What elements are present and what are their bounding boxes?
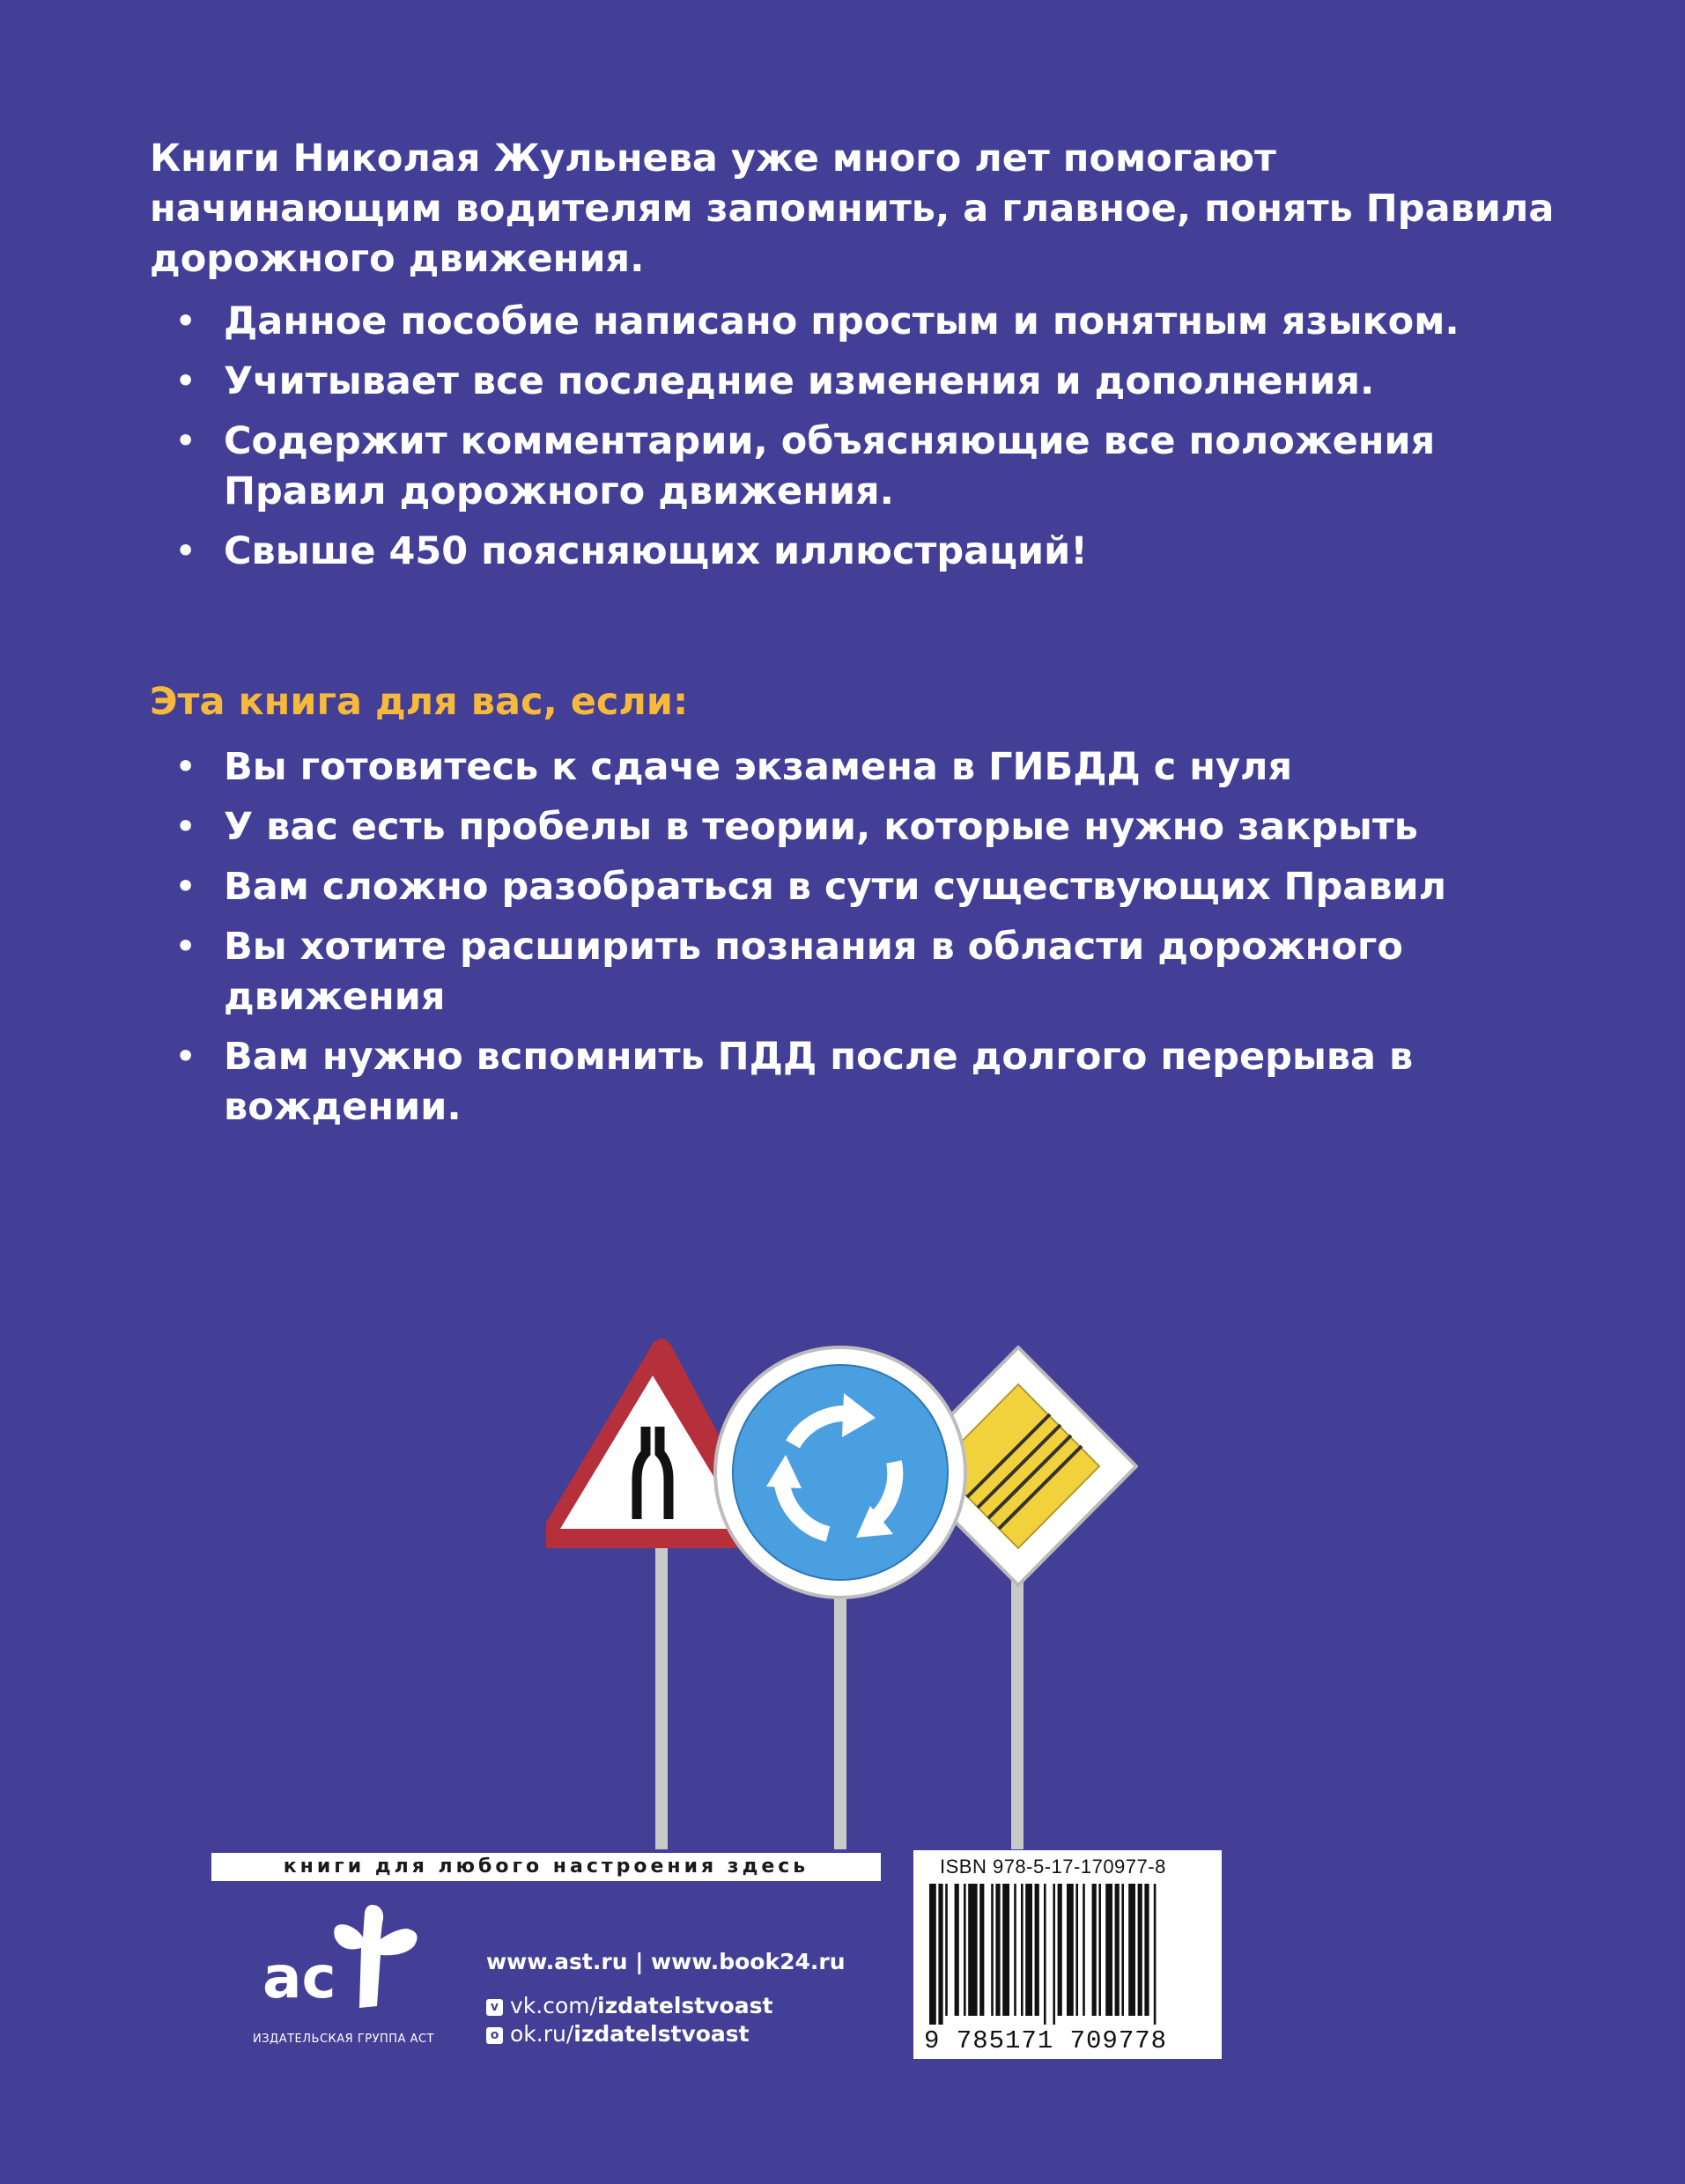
- list-item: • Свыше 450 поясняющих иллюстраций!: [174, 527, 1548, 577]
- barcode-bar: [1025, 1884, 1032, 2016]
- isbn-label: ISBN 978-5-17-170977-8: [940, 1856, 1166, 1878]
- road-signs-illustration: [546, 1330, 1163, 1849]
- vk-icon: v: [486, 1999, 503, 2016]
- barcode-bar: [1121, 1884, 1124, 2016]
- bullet-icon: •: [174, 745, 197, 789]
- svg-text:ac: ac: [262, 1944, 336, 2011]
- ast-logo: [255, 1902, 432, 2017]
- list-item: • Вам нужно вспомнить ПДД после долгого перерыва в вождении.: [174, 1032, 1548, 1133]
- audience-list: [174, 742, 1548, 1142]
- barcode-bar: [945, 1884, 948, 2016]
- barcode-bar: [964, 1884, 966, 2016]
- vk-link[interactable]: v vk.com/izdatelstvoast: [486, 1992, 846, 2020]
- bullet-icon: •: [174, 299, 197, 343]
- barcode-bar: [1053, 1884, 1055, 2025]
- sign-pole: [655, 1532, 668, 1849]
- barcode-bars: [929, 1884, 1206, 2025]
- barcode-bar: [991, 1884, 994, 2016]
- bullet-icon: •: [174, 529, 197, 573]
- barcode-bar: [1138, 1884, 1142, 2016]
- list-item: • Вы хотите расширить познания в области дорожного движения: [174, 922, 1548, 1022]
- bullet-icon: •: [174, 1035, 197, 1079]
- features-list: [174, 297, 1548, 587]
- intro-paragraph: Книги Николая Жульнева уже много лет помогают начинающим водителям запомнить, а главное, понять Правила дорожного движения.: [150, 136, 1555, 281]
- list-item: • Учитывает все последние изменения и дополнения.: [174, 357, 1548, 407]
- barcode-bar: [1154, 1884, 1157, 2025]
- list-item: • Содержит комментарии, объясняющие все положения Правил дорожного движения.: [174, 417, 1548, 517]
- isbn-barcode: [913, 1850, 1222, 2059]
- publisher-links: [486, 1948, 846, 2048]
- bullet-icon: •: [174, 925, 197, 969]
- barcode-digits: 9 785171 709778: [924, 2026, 1168, 2055]
- bullet-icon: •: [174, 805, 197, 849]
- bullet-icon: •: [174, 865, 197, 909]
- barcode-bar: [1075, 1884, 1078, 2016]
- barcode-bar: [955, 1884, 959, 2016]
- barcode-bar: [1035, 1884, 1039, 2016]
- barcode-bar: [1105, 1884, 1112, 2016]
- list-item: • Данное пособие написано простым и понятным языком.: [174, 297, 1548, 347]
- bullet-icon: •: [174, 419, 197, 463]
- bullet-icon: •: [174, 359, 197, 403]
- barcode-bar: [1021, 1884, 1024, 2016]
- roundabout-sign: [715, 1347, 965, 1597]
- barcode-bar: [938, 1884, 942, 2025]
- website-links[interactable]: www.ast.ru | www.book24.ru: [486, 1949, 846, 1974]
- barcode-bar: [1044, 1884, 1046, 2025]
- barcode-bar: [979, 1884, 984, 2016]
- publisher-caption: ИЗДАТЕЛЬСКАЯ ГРУППА АСТ: [253, 2033, 434, 2046]
- barcode-bar: [1098, 1884, 1101, 2016]
- list-item: • Вам сложно разобраться в сути существующих Правил: [174, 862, 1548, 912]
- sign-pole: [1011, 1541, 1024, 1849]
- barcode-bar: [1002, 1884, 1009, 2016]
- sign-pole: [834, 1594, 846, 1849]
- barcode-bar: [1115, 1884, 1120, 2016]
- barcode-bar: [995, 1884, 1000, 2016]
- barcode-bar: [968, 1884, 977, 2016]
- list-item: • У вас есть пробелы в теории, которые нужно закрыть: [174, 802, 1548, 852]
- barcode-bar: [1092, 1884, 1097, 2016]
- barcode-bar: [1014, 1884, 1016, 2016]
- barcode-bar: [1058, 1884, 1062, 2016]
- barcode-bar: [1128, 1884, 1135, 2016]
- barcode-bar: [1144, 1884, 1149, 2016]
- barcode-bar: [1067, 1884, 1074, 2016]
- barcode-bar: [1083, 1884, 1085, 2016]
- odnoklassniki-icon: o: [486, 2027, 503, 2044]
- slogan-bar: книги для любого настроения здесь: [211, 1853, 881, 1881]
- audience-heading: Эта книга для вас, если:: [150, 680, 689, 724]
- barcode-bar: [929, 1884, 936, 2025]
- list-item: • Вы готовитесь к сдаче экзамена в ГИБДД с нуля: [174, 742, 1548, 793]
- ok-link[interactable]: o ok.ru/izdatelstvoast: [486, 2020, 846, 2048]
